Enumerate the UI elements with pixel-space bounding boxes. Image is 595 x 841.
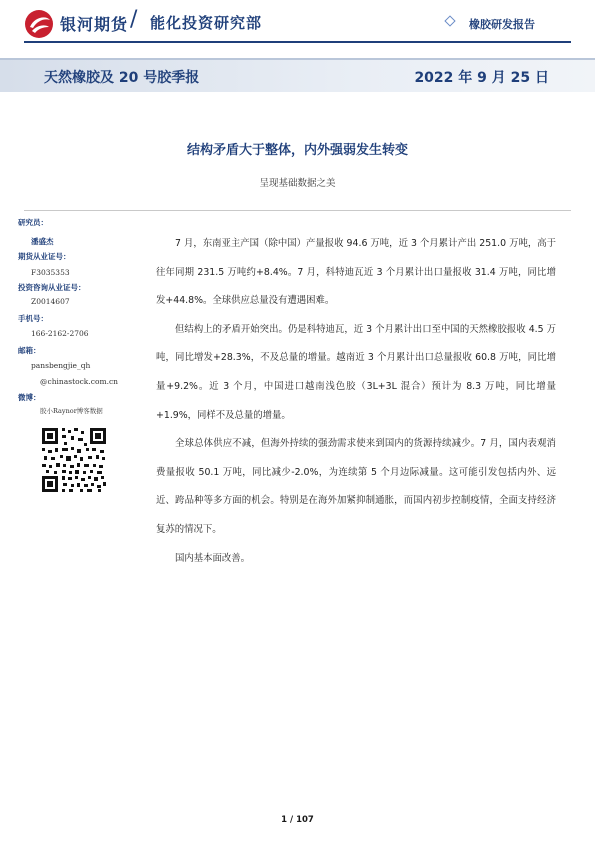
department-name: 能化投资研究部 xyxy=(150,14,263,32)
wechat-account: 胶小Raynor博客数据 xyxy=(40,407,103,415)
page-subtitle: 呈现基础数据之美 xyxy=(259,178,336,189)
email-label: 邮箱： xyxy=(18,346,41,355)
page-title: 结构矛盾大于整体，内外强弱发生转变 xyxy=(186,143,408,158)
email-line-1: pansbengjie_qh xyxy=(31,361,91,370)
report-series-title: 天然橡胶及 20 号胶季报 xyxy=(44,70,200,86)
brand-name: 银河期货 xyxy=(60,15,129,34)
invest-cert-number: Z0014607 xyxy=(31,297,70,306)
yinhe-logo-icon xyxy=(24,9,54,39)
phone-label: 手机号： xyxy=(18,314,48,323)
email-line-2: @chinastock.com.cn xyxy=(40,377,118,386)
report-date: 2022 年 9 月 25 日 xyxy=(414,70,549,86)
phone-number: 166-2162-2706 xyxy=(31,329,89,338)
body-paragraph-3: 全球总体供应不减，但海外持续的强劲需求使来到国内的货源持续减少。7 月，国内表观消费量报收 50.1 万吨，同比减少-2.0%，为连续第 5 个月边际减量。这可能引发包括内外、远近、跨品种等多方面的机会。特别是在海外加紧抑制通胀，而国内初步控制疫情，全面支持经济复苏的情况下。 xyxy=(156,438,556,535)
body-paragraph-2: 但结构上的矛盾开始突出。仍是科特迪瓦，近 3 个月累计出口至中国的天然橡胶报收 4.5 万吨，同比增发+28.3%，不及总量的增量。越南近 3 个月累计出口总量报收 60.8 万吨，同比增量+9.2%。近 3 个月，中国进口越南浅色胶（3L+3L 混合）预计为 8.3 万吨，同比增量+1.9%，同样不及总量的增量。 xyxy=(156,323,556,421)
researcher-label: 研究员： xyxy=(18,218,48,227)
page-number: 1 / 107 xyxy=(281,815,314,825)
body-paragraph-1: 7 月，东南亚主产国（除中国）产量报收 94.6 万吨，近 3 个月累计产出 251.0 万吨，高于往年同期 231.5 万吨约+8.4%。7 月，科特迪瓦近 3 个月累计出口量报收 31.4 万吨，同比增发+44.8%。全球供应总量没有遭遇困难。 xyxy=(156,238,556,307)
researcher-name: 潘盛杰 xyxy=(31,237,54,246)
title-band-edge xyxy=(0,58,595,60)
futures-cert-number: F3035353 xyxy=(31,268,70,277)
header-divider: / xyxy=(130,7,138,32)
invest-cert-label: 投资咨询从业证号： xyxy=(18,283,86,292)
header-rule xyxy=(24,41,571,43)
report-body xyxy=(156,230,556,573)
body-paragraph-4: 国内基本面改善。 xyxy=(175,552,251,564)
page-header xyxy=(0,0,595,48)
title-divider xyxy=(24,210,571,211)
qr-code-icon xyxy=(40,426,108,494)
report-type: 橡胶研发报告 xyxy=(469,18,535,31)
futures-cert-label: 期货从业证号： xyxy=(18,252,71,261)
wechat-label: 微博： xyxy=(18,393,41,402)
diamond-icon xyxy=(444,15,455,26)
